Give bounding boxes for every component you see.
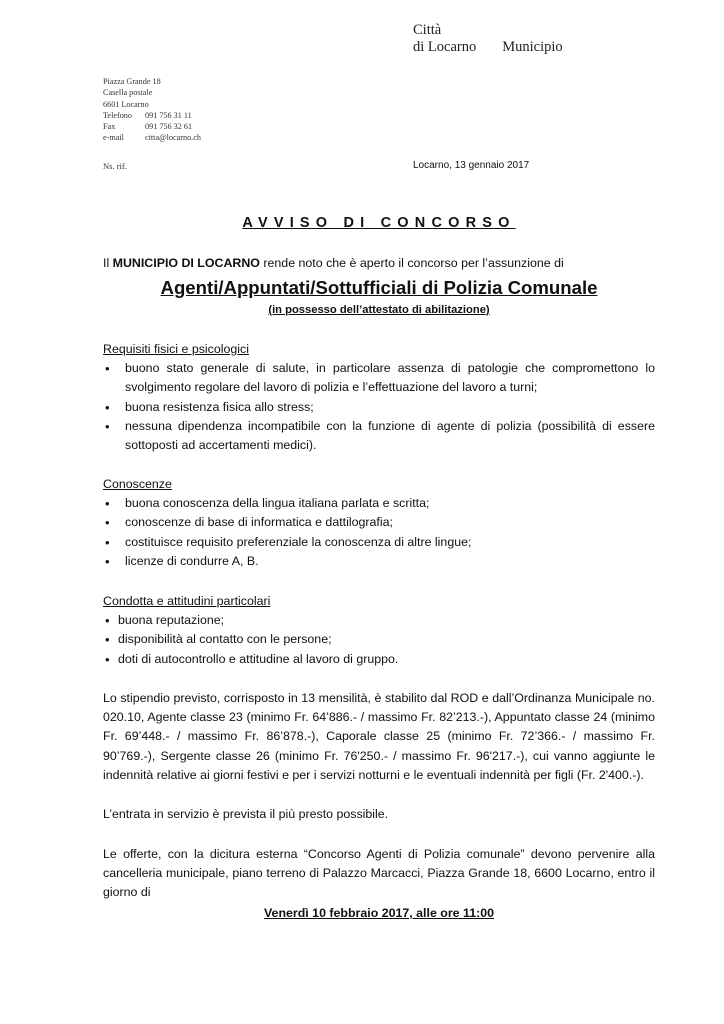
- section-requirements: [103, 340, 655, 455]
- section-title: Condotta e attitudini particolari: [103, 594, 271, 608]
- address-label: e-mail: [103, 133, 124, 143]
- intro-post: rende noto che è aperto il concorso per l’assunzione di: [259, 256, 564, 270]
- address-label: Telefono: [103, 110, 132, 120]
- address-label: Fax: [103, 122, 116, 132]
- list-item: [103, 650, 655, 669]
- list-item-text: buona conoscenza della lingua italiana parlata e scritta;: [125, 496, 430, 511]
- section-knowledge: [103, 475, 655, 571]
- bullet-icon: •: [105, 651, 110, 667]
- bullet-icon: •: [105, 515, 110, 531]
- offers-paragraph: Le offerte, con la dicitura esterna “Concorso Agenti di Polizia comunale” devono pervenire alla cancelleria municipale, piano terreno di Palazzo Marcacci, Piazza Grande 18, 6600 Locarno, entro il giorno di: [103, 847, 655, 900]
- notice-heading: AVVISO DI CONCORSO: [242, 215, 516, 231]
- list-item-text: conoscenze di base di informatica e dattilografia;: [125, 515, 393, 530]
- list-item: [103, 417, 655, 455]
- position-title: Agenti/Appuntati/Sottufficiali di Polizia Comunale: [160, 277, 598, 298]
- logo-line-citta: Città: [413, 22, 442, 38]
- deadline: Venerdì 10 febbraio 2017, alle ore 11:00: [263, 906, 495, 920]
- letter-date: Locarno, 13 gennaio 2017: [413, 160, 530, 171]
- address-value: citta@locarno.ch: [145, 133, 201, 143]
- position-subtitle: (in possesso dell’attestato di abilitazione): [268, 304, 490, 316]
- bullet-icon: •: [105, 496, 110, 512]
- list-item: [103, 552, 655, 571]
- knowledge-list: [103, 494, 655, 571]
- list-item-text: doti di autocontrollo e attitudine al lavoro di gruppo.: [118, 651, 399, 666]
- address-label: 6601 Locarno: [103, 99, 149, 109]
- start-paragraph: L’entrata in servizio è prevista il più presto possibile.: [103, 807, 389, 821]
- bullet-icon: •: [105, 613, 110, 629]
- attitudes-list: [103, 611, 655, 669]
- address-line: [103, 132, 201, 143]
- list-item: [103, 494, 655, 513]
- address-value: 091 756 32 61: [145, 122, 193, 132]
- address-line: [103, 110, 201, 121]
- bullet-icon: •: [105, 418, 110, 434]
- bullet-icon: •: [105, 632, 110, 648]
- list-item: [103, 533, 655, 552]
- intro-pre: Il: [103, 256, 113, 270]
- intro-paragraph: [103, 254, 564, 273]
- list-item-text: buono stato generale di salute, in particolare assenza di patologie che compromettono lo svolgimento regolare del lavoro di polizia e l’effettuazione del lavoro a turni;: [125, 361, 655, 395]
- list-item: [103, 398, 655, 417]
- address-line: [103, 76, 201, 87]
- address-line: [103, 99, 201, 110]
- list-item-text: buona resistenza fisica allo stress;: [125, 399, 314, 414]
- list-item: [103, 630, 655, 649]
- bullet-icon: •: [105, 399, 110, 415]
- section-title: Requisiti fisici e psicologici: [103, 342, 249, 356]
- address-line: [103, 121, 201, 132]
- intro-municipality: MUNICIPIO DI LOCARNO: [112, 256, 260, 270]
- address-block: [103, 76, 201, 144]
- address-line: [103, 87, 201, 98]
- section-title: Conoscenze: [103, 477, 172, 491]
- address-value: 091 756 31 11: [145, 110, 192, 120]
- reference-label: Ns. rif.: [103, 161, 127, 171]
- requirements-list: [103, 359, 655, 455]
- address-label: Piazza Grande 18: [103, 77, 161, 86]
- list-item-text: disponibilità al contatto con le persone;: [118, 632, 332, 647]
- list-item-text: nessuna dipendenza incompatibile con la funzione di agente di polizia (possibilità di essere sottoposti ad accertamenti medici).: [125, 418, 655, 453]
- bullet-icon: •: [105, 361, 110, 377]
- logo-line-locarno: di Locarno: [413, 39, 477, 55]
- section-attitudes: [103, 592, 655, 669]
- list-item: [103, 359, 655, 397]
- address-label: Casella postale: [103, 88, 153, 98]
- salary-paragraph: Lo stipendio previsto, corrisposto in 13 mensilità, è stabilito dal ROD e dall’Ordinanza Municipale no. 020.10, Agente classe 23 (minimo Fr. 64’886.- / massimo Fr. 82’213.-), Appuntato classe 24 (minimo Fr. 69’448.- / massimo Fr. 86’878.-), Caporale classe 25 (minimo Fr. 72’366.- / massimo Fr. 90’769.-), Sergente classe 26 (minimo Fr. 76'250.- / massimo Fr. 96'217.-), cui vanno aggiunte le indennità relative ai giorni festivi e per i servizi notturni e le eventuali indennità per figli (Fr. 2'400.-).: [103, 691, 655, 782]
- list-item-text: buona reputazione;: [118, 613, 225, 628]
- logo-line-municipio: Municipio: [502, 39, 563, 55]
- list-item-text: licenze di condurre A, B.: [125, 553, 259, 568]
- list-item-text: costituisce requisito preferenziale la conoscenza di altre lingue;: [125, 534, 472, 549]
- list-item: [103, 611, 655, 630]
- list-item: [103, 513, 655, 532]
- bullet-icon: •: [105, 553, 110, 569]
- municipality-logo: [413, 22, 563, 56]
- bullet-icon: •: [105, 534, 110, 550]
